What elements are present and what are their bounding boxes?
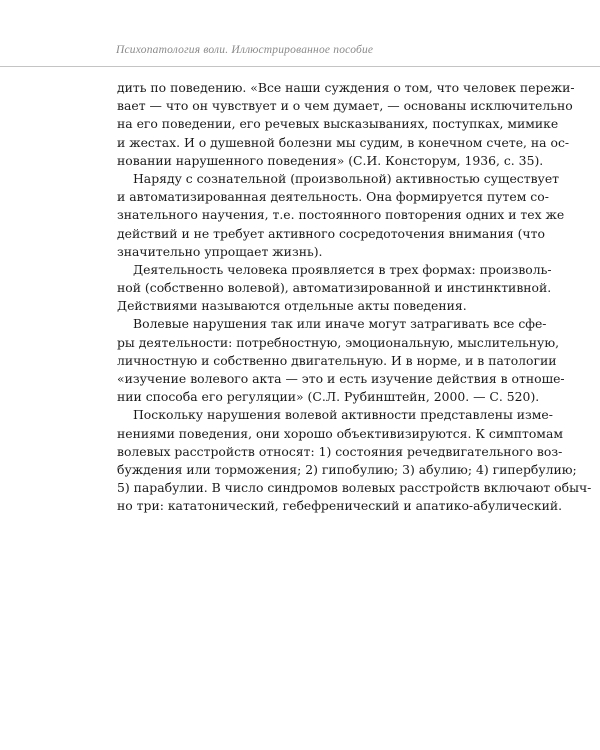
text-line: ры деятельности: потребностную, эмоциональную, мыслительную, <box>117 334 560 350</box>
text-line: буждения или торможения; 2) гипобулию; 3) абулию; 4) гипербулию; <box>117 461 577 477</box>
text-line: Волевые нарушения так или иначе могут затрагивать все сфе- <box>133 316 547 332</box>
text-line: нии способа его регуляции» (С.Л. Рубинштейн, 2000. — С. 520). <box>117 389 540 405</box>
text-line: нениями поведения, они хорошо объективизируются. К симптомам <box>117 425 563 441</box>
body-text <box>117 79 592 516</box>
text-line: дить по поведению. «Все наши суждения о том, что человек пережи- <box>117 80 575 95</box>
text-line: но три: кататонический, гебефренический и апатико-абулический. <box>117 498 563 514</box>
text-line: волевых расстройств относят: 1) состояния речедвигательного воз- <box>117 443 563 459</box>
running-head-title: Психопатология воли. Иллюстрированное пособие <box>116 44 374 56</box>
text-line: новании нарушенного поведения» (С.И. Консторум, 1936, с. 35). <box>117 152 544 168</box>
text-line: Действиями называются отдельные акты поведения. <box>117 298 467 314</box>
text-line: Поскольку нарушения волевой активности представлены изме- <box>133 407 553 423</box>
text-line: значительно упрощает жизнь). <box>117 243 323 259</box>
text-line: действий и не требует активного сосредоточения внимания (что <box>117 225 545 241</box>
text-line: «изучение волевого акта — это и есть изучение действия в отноше- <box>117 371 565 386</box>
paragraph-1 <box>117 79 575 170</box>
paragraph-4 <box>117 315 565 406</box>
text-line: Деятельность человека проявляется в трех формах: произволь- <box>133 261 552 277</box>
text-line: на его поведении, его речевых высказываниях, поступках, мимике <box>117 116 559 132</box>
text-line: ной (собственно волевой), автоматизированной и инстинктивной. <box>117 280 552 296</box>
text-line: 5) парабулии. В число синдромов волевых расстройств включают обыч- <box>117 480 592 496</box>
text-line: знательного научения, т.е. постоянного повторения одних и тех же <box>117 207 565 223</box>
paragraph-5 <box>117 406 592 515</box>
text-line: личностную и собственно двигательную. И в норме, и в патологии <box>117 352 557 368</box>
text-line: вает — что он чувствует и о чем думает, — основаны исключительно <box>117 98 573 114</box>
paragraph-2 <box>117 170 565 261</box>
header-divider <box>0 66 600 67</box>
text-line: Наряду с сознательной (произвольной) активностью существует <box>133 170 560 186</box>
text-line: и жестах. И о душевной болезни мы судим, в конечном счете, на ос- <box>117 134 570 150</box>
paragraph-3 <box>117 261 552 316</box>
text-line: и автоматизированная деятельность. Она формируется путем со- <box>117 189 549 205</box>
